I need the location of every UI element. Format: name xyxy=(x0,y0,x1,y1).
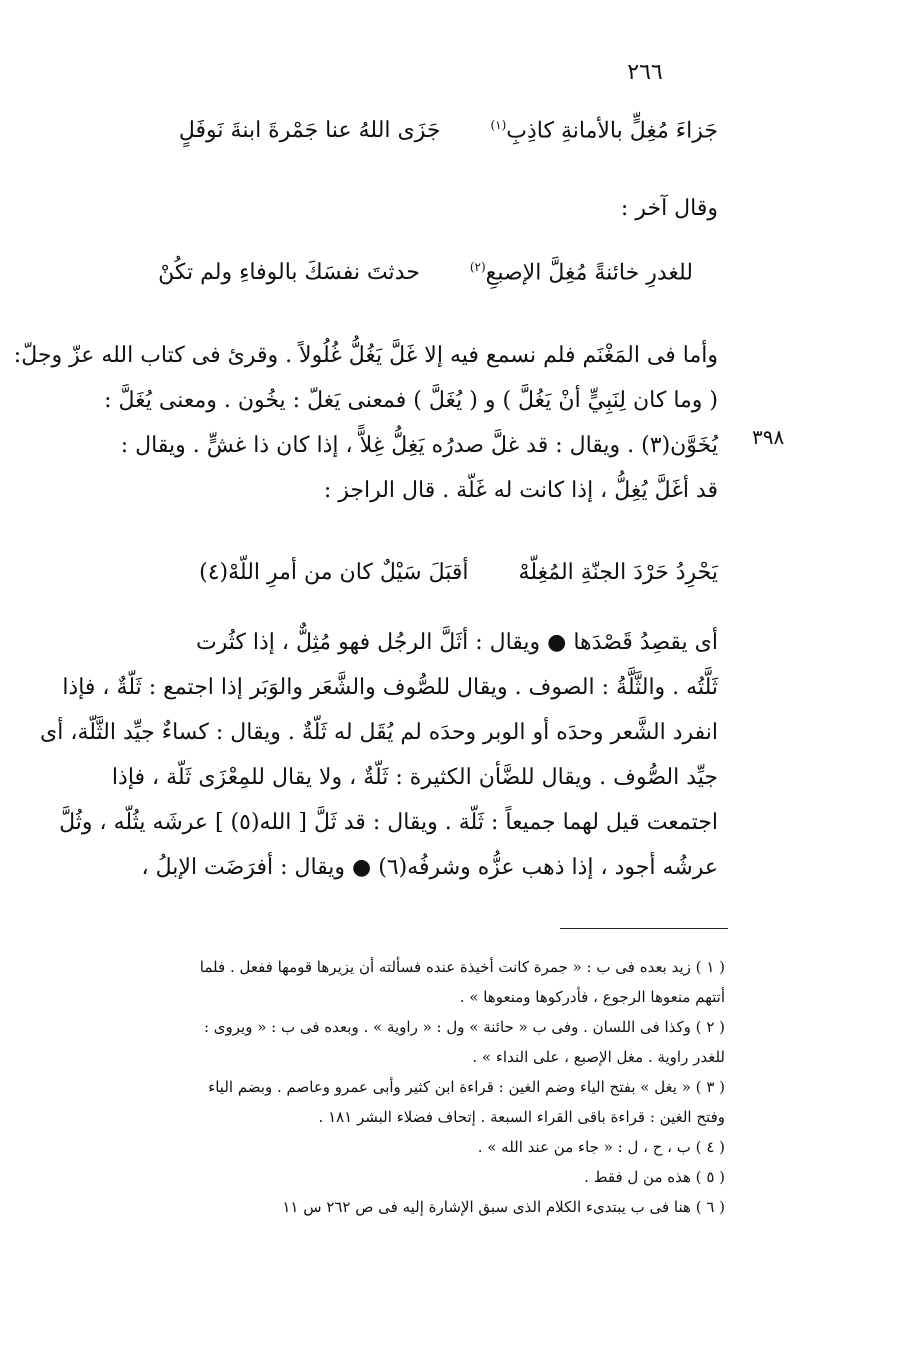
verse-2-hemistich-right: حدثتَ نفسَكَ بالوفاءِ ولم تكُنْ xyxy=(158,260,420,285)
verse-3-hemistich-right: أقبَلَ سَيْلٌ كان من أمرِ اللّهْ(٤) xyxy=(199,560,469,585)
footnote-line: ( ٥ ) هذه من ل فقط . xyxy=(584,1168,725,1186)
footnote-ref-2: (٢) xyxy=(469,260,486,274)
verse-1 xyxy=(179,118,718,143)
footnote-line: ( ٤ ) ب ، ح ، ل : « جاء من عند الله » . xyxy=(477,1138,725,1156)
paragraph-2-line: جيِّد الصُّوف . ويقال للضَّأن الكثيرة : ثَلّةٌ ، ولا يقال للمِعْزَى ثَلّة ، فإذا xyxy=(111,765,718,790)
paragraph-1-line: قد أغَلَّ يُغِلُّ ، إذا كانت له غَلّة . قال الراجز : xyxy=(323,478,718,503)
footnotes xyxy=(100,952,725,1222)
verse-3 xyxy=(199,560,718,585)
footnote-line: وفتح الغين : قراءة باقى القراء السبعة . إتحاف فضلاء البشر ١٨١ . xyxy=(318,1108,725,1126)
footnote-line: ( ٢ ) وكذا فى اللسان . وفى ب « حائنة » ول : « راوية » . وبعده فى ب : « ويروى : xyxy=(203,1018,725,1036)
paragraph-1 xyxy=(13,333,718,513)
footnote-line: ( ٣ ) « يغل » بفتح الياء وضم الغين : قراءة ابن كثير وأبى عمرو وعاصم . وبضم الياء xyxy=(208,1078,725,1096)
paragraph-2 xyxy=(40,620,718,890)
paragraph-2-line: اجتمعت قيل لهما جميعاً : ثَلّة . ويقال : قد ثَلَّ [ الله(٥) ] عرشَه يثُلّه ، وثُلَّ xyxy=(59,810,718,835)
footnote-ref-1: (١) xyxy=(490,118,507,132)
footnote-line: للغدر راوية . مغل الإصبع ، على النداء » . xyxy=(472,1048,725,1066)
paragraph-1-line: يُخَوَّن(٣) . ويقال : قد غلَّ صدرُه يَغِلُّ غِلاًّ ، إذا كان ذا غشٍّ . ويقال : xyxy=(120,433,718,458)
paragraph-2-line: ثَلَّتُه . والثَّلَّةُ : الصوف . ويقال للصُّوف والشَّعَر والوَبَر إذا اجتمع : ثَلّةٌ ، فإذا xyxy=(62,675,718,700)
footnote-line: ( ١ ) زيد بعده فى ب : « جمرة كانت أخيذة عنده فسألته أن يزيرها قومها ففعل . فلما xyxy=(199,958,725,976)
margin-number: ٣٩٨ xyxy=(752,425,785,449)
verse-3-hemistich-left: يَحْرِدُ حَرْدَ الجنّةِ المُغِلّهْ xyxy=(518,560,718,585)
paragraph-2-line: انفرد الشَّعر وحدَه أو الوبر وحدَه لم يُقَل له ثَلّةٌ . ويقال : كساءٌ جيِّد الثَّلّة، أى xyxy=(40,720,718,745)
verse-2-hemistich-left: للغدرِ خائنةً مُغِلَّ الإصبعِ$^{(٢)}$ xyxy=(469,260,693,286)
intro-line-2: وقال آخر : xyxy=(620,196,718,221)
verse-1-hemistich-left: جَزاءَ مُغِلٍّ بالأمانةِ كاذِبِ$^{(١)}$ xyxy=(490,118,718,144)
paragraph-2-line: أى يقصِدُ قَصْدَها ● ويقال : أثَلَّ الرجُل فهو مُثِلٌّ ، إذا كثُرت xyxy=(195,630,718,655)
paragraph-2-line: عرشُه أجود ، إذا ذهب عزُّه وشرفُه(٦) ● ويقال : أفرَضَت الإبلُ ، xyxy=(141,855,718,880)
verse-2 xyxy=(158,260,693,285)
footnote-divider xyxy=(560,928,728,929)
footnote-line: ( ٦ ) هنا فى ب يبتدىء الكلام الذى سبق الإشارة إليه فى ص ٢٦٢ س ١١ xyxy=(282,1198,725,1216)
paragraph-1-line: وأما فى المَغْنَم فلم نسمع فيه إلا غَلَّ يَغُلُّ غُلُولاً . وقرئ فى كتاب الله عزّ وجلّ: xyxy=(13,343,718,368)
footnote-line: أتتهم منعوها الرجوع ، فأدركوها ومنعوها » . xyxy=(459,988,725,1006)
verse-1-hemistich-right: جَزَى اللهُ عنا جَمْرةَ ابنةَ نَوفَلٍ xyxy=(178,118,441,143)
paragraph-1-line: ( وما كان لِنَبِيٍّ أنْ يَغُلَّ ) و ( يُغَلَّ ) فمعنى يَغلّ : يخُون . ومعنى يُغَلَّ : xyxy=(104,388,718,413)
page-number: ٢٦٦ xyxy=(627,60,663,85)
